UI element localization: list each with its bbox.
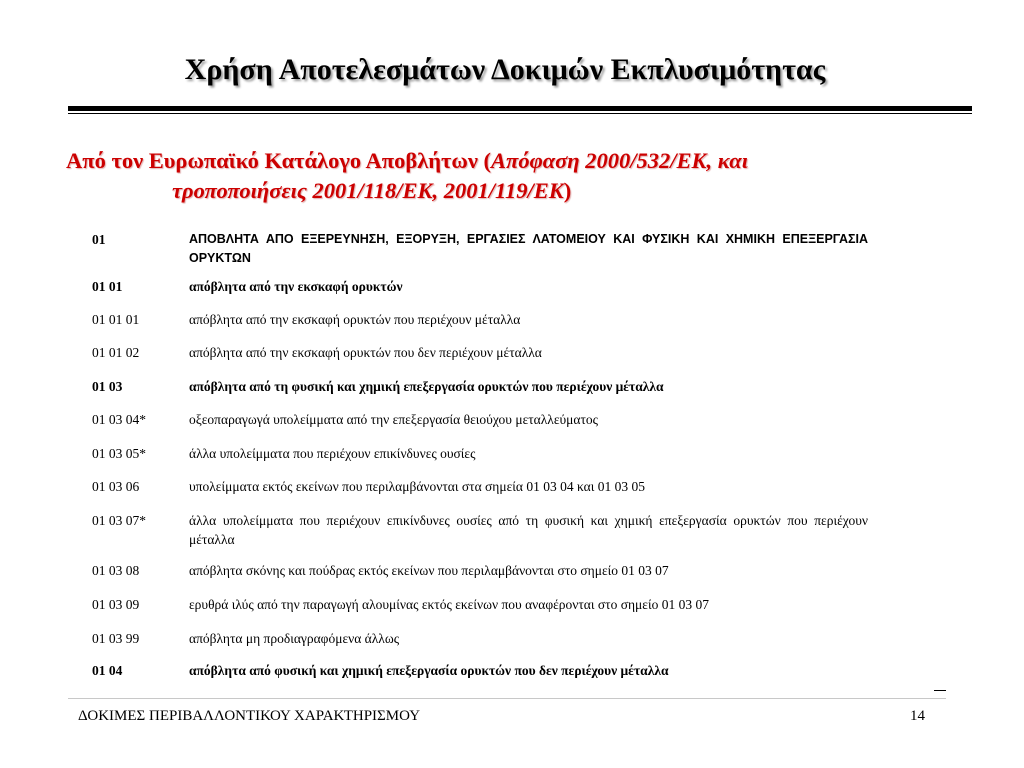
catalog-row (92, 310, 868, 343)
catalog-row (92, 277, 868, 310)
catalog-description: απόβλητα μη προδιαγραφόμενα άλλως (189, 631, 400, 646)
subtitle-line-2 (66, 176, 946, 206)
catalog-row (92, 444, 868, 477)
catalog-code: 01 01 01 (92, 312, 140, 327)
catalog-code: 01 03 06 (92, 479, 140, 494)
catalog-description: απόβλητα από την εκσκαφή ορυκτών (189, 279, 403, 294)
footer-title: ΔΟΚΙΜΕΣ ΠΕΡΙΒΑΛΛΟΝΤΙΚΟΥ ΧΑΡΑΚΤΗΡΙΣΜΟΥ (78, 708, 421, 724)
subtitle-amendments-ref: τροποποιήσεις 2001/118/ΕΚ, 2001/119/ΕΚ (172, 178, 564, 203)
catalog-code: 01 03 09 (92, 597, 140, 612)
catalog-code: 01 03 05* (92, 446, 146, 461)
catalog-code: 01 03 07* (92, 513, 146, 528)
title-divider-thin (68, 113, 972, 114)
catalog-description: άλλα υπολείμματα που περιέχουν επικίνδυνες ουσίες από τη φυσική και χημική επεξεργασία ορυκτών που περιέχουν μέταλλα (189, 513, 868, 547)
title-divider-thick (68, 106, 972, 111)
catalog-row (92, 661, 868, 685)
catalog-code: 01 03 04* (92, 412, 146, 427)
catalog-description: υπολείμματα εκτός εκείνων που περιλαμβάνονται στα σημεία 01 03 04 και 01 03 05 (189, 479, 645, 494)
catalog-code: 01 04 (92, 663, 123, 678)
subtitle-prefix: Από τον Ευρωπαϊκό Κατάλογο Αποβλήτων ( (66, 148, 492, 173)
catalog-row (92, 595, 868, 629)
catalog-code: 01 03 99 (92, 631, 140, 646)
slide-subtitle (66, 146, 946, 206)
footer-mark (934, 690, 946, 691)
catalog-description: απόβλητα σκόνης και πούδρας εκτός εκείνων που περιλαμβάνονται στο σημείο 01 03 07 (189, 563, 669, 578)
catalog-description: απόβλητα από την εκσκαφή ορυκτών που περιέχουν μέταλλα (189, 312, 521, 327)
catalog-code: 01 (92, 232, 106, 247)
slide-title: Χρήση Αποτελεσμάτων Δοκιμών Εκπλυσιμότητας (184, 53, 826, 86)
catalog-code: 01 01 (92, 279, 123, 294)
catalog-row (92, 629, 868, 661)
catalog-row (92, 561, 868, 595)
catalog-description: απόβλητα από τη φυσική και χημική επεξεργασία ορυκτών που περιέχουν μέταλλα (189, 379, 664, 394)
footer-divider (68, 698, 946, 699)
catalog-row (92, 477, 868, 511)
catalog-description: ΑΠΟΒΛΗΤΑ ΑΠΟ ΕΞΕΡΕΥΝΗΣΗ, ΕΞΟΡΥΞΗ, ΕΡΓΑΣΙΕΣ ΛΑΤΟΜΕΙΟΥ ΚΑΙ ΦΥΣΙΚΗ ΚΑΙ ΧΗΜΙΚΗ ΕΠΕΞΕΡΓΑΣΙΑ ΟΡΥΚΤΩΝ (189, 232, 868, 265)
catalog-row (92, 410, 868, 444)
catalog-code: 01 03 (92, 379, 123, 394)
catalog-row (92, 377, 868, 410)
catalog-code: 01 03 08 (92, 563, 140, 578)
catalog-row (92, 230, 868, 277)
catalog-row (92, 343, 868, 377)
catalog-description: οξεοπαραγωγά υπολείμματα από την επεξεργασία θειούχου μεταλλεύματος (189, 412, 599, 427)
waste-catalog-list (92, 230, 868, 685)
catalog-row (92, 511, 868, 561)
subtitle-decision-ref: Απόφαση 2000/532/ΕΚ, και (491, 148, 748, 173)
subtitle-suffix: ) (563, 178, 572, 203)
catalog-code: 01 01 02 (92, 345, 140, 360)
catalog-description: ερυθρά ιλύς από την παραγωγή αλουμίνας εκτός εκείνων που αναφέρονται στο σημείο 01 03 07 (189, 597, 709, 612)
page-number: 14 (910, 708, 925, 724)
catalog-description: απόβλητα από φυσική και χημική επεξεργασία ορυκτών που δεν περιέχουν μέταλλα (189, 663, 669, 678)
catalog-description: απόβλητα από την εκσκαφή ορυκτών που δεν περιέχουν μέταλλα (189, 345, 542, 360)
catalog-description: άλλα υπολείμματα που περιέχουν επικίνδυνες ουσίες (189, 446, 476, 461)
